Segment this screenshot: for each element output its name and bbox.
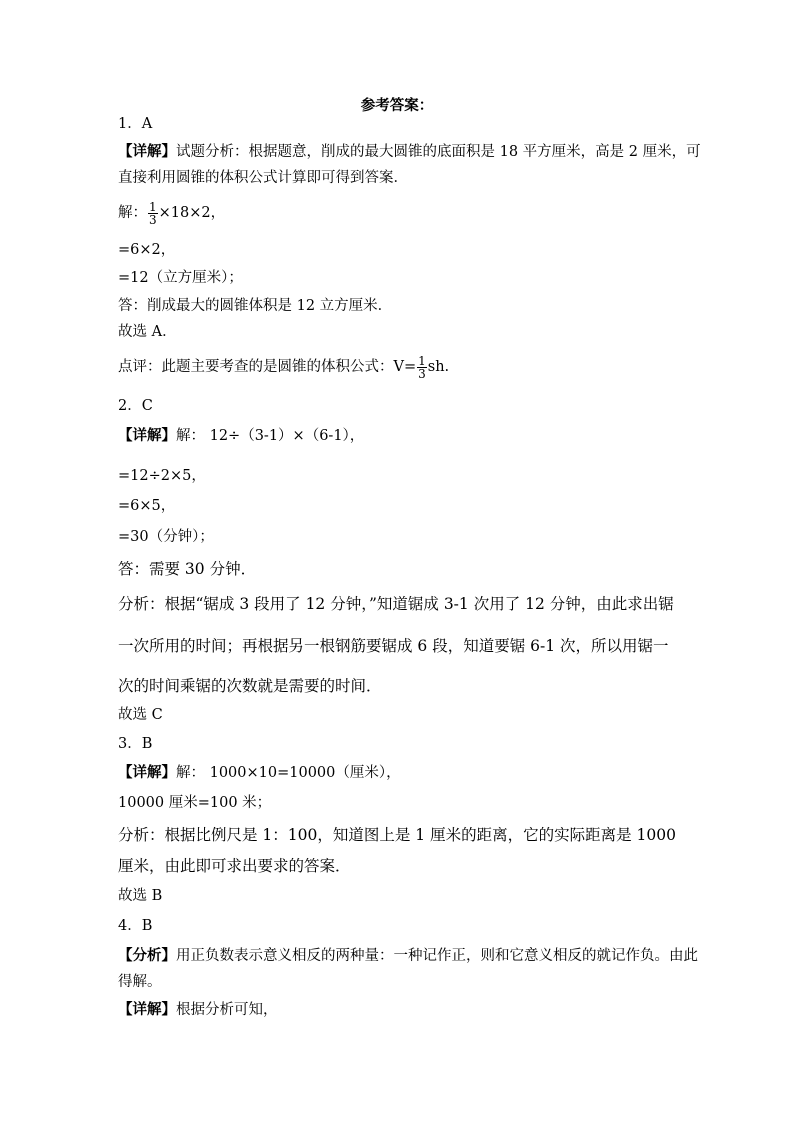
q2-heading: 2．C	[118, 398, 153, 414]
q2-choice: 故选 C	[118, 707, 163, 723]
q2-answer: 答：需要 30 分钟．	[118, 560, 257, 578]
q2-detail-tag: 【详解】	[118, 427, 176, 444]
q1-solution-suffix: ×18×2，	[158, 205, 226, 221]
q3-solution	[118, 763, 401, 783]
q2-analysis-line2: 一次所用的时间；再根据另一根钢筋要锯成 6 段，知道要锯 6-1 次，所以用锯一	[118, 637, 669, 655]
q1-fraction	[148, 201, 158, 226]
q1-solution-prefix: 解：	[118, 205, 147, 221]
q4-analysis-text1: 用正负数表示意义相反的两种量：一种记作正，则和它意义相反的就记作负。由此	[176, 948, 698, 964]
q1-fraction-numerator: 1	[149, 199, 157, 214]
q2-solution	[118, 426, 364, 446]
q2-step3: =30（分钟）；	[118, 529, 214, 545]
q1-comment	[118, 352, 449, 382]
q3-choice: 故选 B	[118, 888, 163, 904]
q2-step2: =6×5，	[118, 498, 176, 514]
q1-comment-fraction	[417, 355, 427, 380]
q1-step2: =12（立方厘米）；	[118, 270, 243, 286]
q2-analysis-line1: 分析：根据“锯成 3 段用了 12 分钟，”知道锯成 3-1 次用了 12 分钟，由此求出锯	[118, 595, 674, 613]
page-title: 参考答案：	[360, 97, 434, 114]
q4-heading: 4．B	[118, 918, 153, 934]
q1-answer: 答：削成最大的圆锥体积是 12 立方厘米．	[118, 298, 393, 314]
q1-comment-prefix: 点评：此题主要考查的是圆锥的体积公式：V=	[118, 359, 417, 375]
q2-step1: =12÷2×5，	[118, 468, 206, 484]
q1-heading: 1．A	[118, 116, 153, 132]
q4-analysis-tag: 【分析】	[118, 947, 176, 964]
q1-detail-tag: 【详解】	[118, 143, 176, 160]
q2-analysis-line3: 次的时间乘锯的次数就是需要的时间．	[118, 677, 382, 695]
q1-detail-line1	[118, 142, 701, 162]
q1-comment-fraction-numerator: 1	[418, 353, 426, 368]
q3-detail-tag: 【详解】	[118, 764, 176, 781]
q1-solution	[118, 198, 225, 228]
q1-detail-line2: 直接利用圆锥的体积公式计算即可得到答案．	[118, 170, 408, 186]
q2-solution-text: 解： 12÷（3-1）×（6-1），	[176, 428, 365, 444]
q4-analysis-line1	[118, 946, 698, 966]
q4-detail-text: 根据分析可知，	[176, 1002, 278, 1018]
q4-detail-tag: 【详解】	[118, 1001, 176, 1018]
q1-comment-suffix: sh.	[427, 359, 450, 375]
q1-detail-text1: 试题分析：根据题意，削成的最大圆锥的底面积是 18 平方厘米，高是 2 厘米，可	[176, 144, 701, 160]
q1-step1: =6×2，	[118, 242, 176, 258]
q4-detail-line	[118, 1000, 278, 1020]
q4-analysis-line2: 得解。	[118, 974, 162, 990]
q1-choice: 故选 A．	[118, 324, 177, 340]
q3-solution-text: 解： 1000×10=10000（厘米），	[176, 765, 401, 781]
q1-comment-fraction-denominator: 3	[418, 366, 426, 381]
q3-analysis-line2: 厘米，由此即可求出要求的答案．	[118, 857, 351, 875]
q3-heading: 3．B	[118, 736, 153, 752]
q3-step1: 10000 厘米=100 米；	[118, 795, 272, 811]
q3-analysis-line1: 分析：根据比例尺是 1：100，知道图上是 1 厘米的距离，它的实际距离是 1000	[118, 826, 676, 844]
q1-fraction-denominator: 3	[149, 212, 157, 227]
